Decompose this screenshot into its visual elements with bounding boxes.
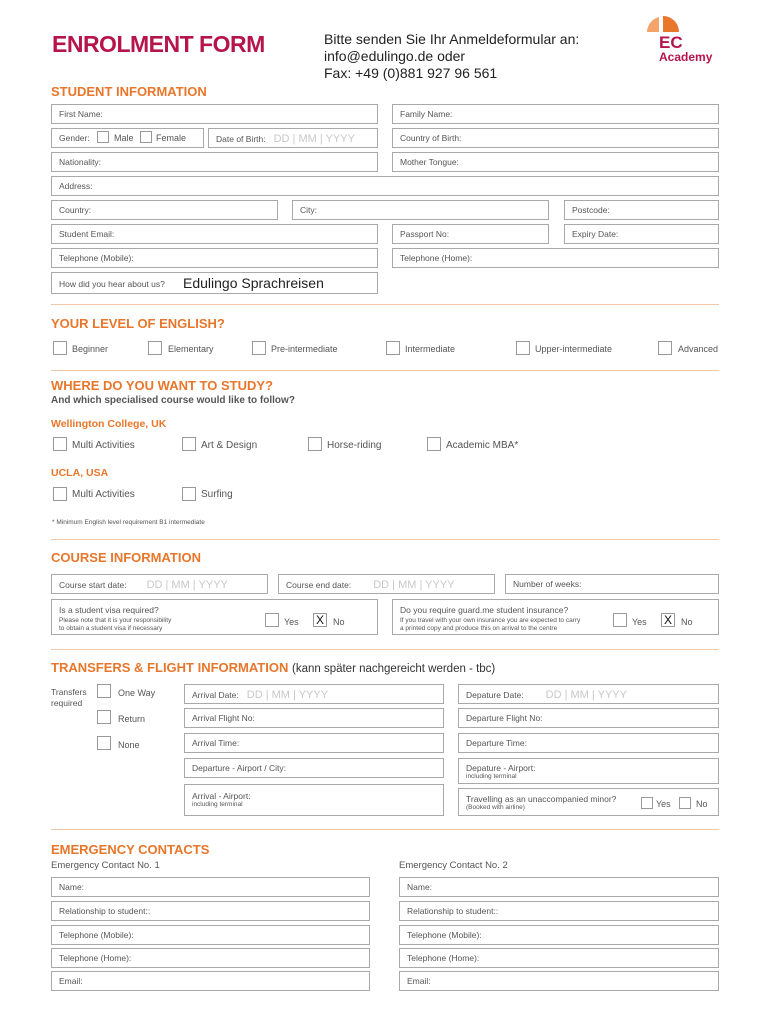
student-info-heading: STUDENT INFORMATION [51, 84, 207, 99]
elementary-checkbox[interactable] [148, 341, 162, 355]
one-way-label: One Way [118, 688, 156, 698]
english-level-heading: YOUR LEVEL OF ENGLISH? [51, 316, 225, 331]
course-end-field[interactable] [278, 574, 495, 594]
female-label: Female [156, 133, 187, 143]
visa-required-field [51, 599, 378, 635]
wellington-college-heading: Wellington College, UK [51, 418, 167, 430]
contact1-email-field[interactable] [51, 971, 370, 991]
contact2-name-field[interactable] [399, 877, 719, 897]
academic-mba-checkbox[interactable] [427, 437, 441, 451]
divider [51, 370, 719, 371]
visa-note-line1: Please note that it is your responsibility [59, 617, 172, 625]
unaccompanied-minor-note: (Booked with airline) [466, 804, 525, 812]
departure-date-placeholder: DD | MM | YYYY [545, 689, 627, 701]
arrival-terminal-note: including terminal [192, 801, 243, 809]
nationality-field[interactable] [51, 152, 378, 172]
student-email-field[interactable] [51, 224, 378, 244]
departure-airport-city-field[interactable] [184, 758, 444, 778]
insurance-question: Do you require guard.me student insurance? [400, 605, 569, 615]
surfing-label: Surfing [201, 489, 233, 500]
study-subheading: And which specialised course would like to follow? [51, 395, 295, 406]
unaccompanied-minor-question: Travelling as an unaccompanied minor? [466, 794, 617, 804]
departure-date-label: Depature Date: [466, 690, 524, 700]
arrival-date-field[interactable] [184, 684, 444, 704]
country-label: Country: [59, 205, 92, 215]
send-instruction: Bitte senden Sie Ihr Anmeldeformular an: [324, 31, 580, 47]
logo-academy-text: Academy [659, 50, 713, 64]
departure-date-field[interactable] [458, 684, 719, 704]
contact1-name-field[interactable] [51, 877, 370, 897]
arrival-date-placeholder: DD | MM | YYYY [246, 689, 329, 701]
telephone-mobile-field[interactable] [51, 248, 378, 268]
emergency-contacts-heading: EMERGENCY CONTACTS [51, 842, 210, 857]
transfers-required-label-2: required [51, 698, 83, 708]
study-location-heading: WHERE DO YOU WANT TO STUDY? [51, 378, 273, 393]
contact1-name-label: Name: [59, 882, 85, 892]
passport-label: Passport No: [400, 229, 450, 239]
telephone-mobile-label: Telephone (Mobile): [59, 253, 134, 263]
city-field[interactable] [292, 200, 549, 220]
contact2-mobile-label: Telephone (Mobile): [407, 930, 482, 940]
contact2-home-label: Telephone (Home): [407, 953, 480, 963]
ec-academy-logo [645, 14, 725, 70]
insurance-no-checkbox[interactable]: X [661, 613, 675, 627]
ucla-heading: UCLA, USA [51, 467, 109, 479]
contact1-mobile-label: Telephone (Mobile): [59, 930, 134, 940]
arrival-time-field[interactable] [184, 733, 444, 753]
course-end-label: Course end date: [286, 580, 352, 590]
art-design-label: Art & Design [201, 440, 258, 451]
none-label: None [118, 740, 140, 750]
transfers-required-label: Transfers [51, 687, 87, 697]
course-start-field[interactable] [51, 574, 268, 594]
postcode-field[interactable] [564, 200, 719, 220]
family-name-field[interactable] [392, 104, 719, 124]
contact2-name-label: Name: [407, 882, 433, 892]
divider [51, 539, 719, 540]
return-checkbox[interactable] [97, 710, 111, 724]
arrival-flight-field[interactable] [184, 708, 444, 728]
visa-yes-label: Yes [284, 617, 299, 627]
logo-ec-text: EC [659, 33, 683, 52]
fax-line: Fax: +49 (0)881 927 96 561 [324, 65, 498, 81]
mother-tongue-field[interactable] [392, 152, 719, 172]
course-start-placeholder: DD | MM | YYYY [146, 579, 228, 591]
departure-airport-label: Depature - Airport: [466, 763, 536, 773]
contact1-home-field[interactable] [51, 948, 370, 968]
course-end-placeholder: DD | MM | YYYY [373, 579, 455, 591]
surfing-checkbox[interactable] [182, 487, 196, 501]
contact2-email-field[interactable] [399, 971, 719, 991]
departure-airport-city-label: Departure - Airport / City: [192, 763, 287, 773]
departure-time-field[interactable] [458, 733, 719, 753]
form-title: ENROLMENT FORM [52, 31, 265, 57]
departure-terminal-note: including terminal [466, 773, 517, 781]
male-label: Male [114, 133, 134, 143]
contact1-email-label: Email: [59, 976, 83, 986]
course-start-label: Course start date: [59, 580, 127, 590]
transfers-heading-note: (kann später nachgereicht werden - tbc) [291, 663, 496, 675]
first-name-label: First Name: [59, 109, 103, 119]
wellington-multi-activities-label: Multi Activities [72, 440, 135, 451]
upper-intermediate-label: Upper-intermediate [535, 344, 613, 354]
departure-flight-field[interactable] [458, 708, 719, 728]
emergency-contact-1-heading: Emergency Contact No. 1 [51, 860, 160, 871]
elementary-label: Elementary [168, 344, 214, 354]
family-name-label: Family Name: [400, 109, 453, 119]
contact2-home-field[interactable] [399, 948, 719, 968]
country-of-birth-field[interactable] [392, 128, 719, 148]
beginner-checkbox[interactable] [53, 341, 67, 355]
number-of-weeks-field[interactable] [505, 574, 719, 594]
visa-yes-checkbox[interactable] [265, 613, 279, 627]
intermediate-label: Intermediate [405, 344, 456, 354]
return-label: Return [118, 714, 146, 724]
passport-field[interactable] [392, 224, 549, 244]
expiry-date-field[interactable] [564, 224, 719, 244]
divider [51, 304, 719, 305]
dob-field[interactable] [208, 128, 378, 148]
horse-riding-checkbox[interactable] [308, 437, 322, 451]
emergency-contact-2-heading: Emergency Contact No. 2 [399, 860, 508, 871]
insurance-note-line1: If you travel with your own insurance you are expected to carry [400, 617, 581, 625]
arrival-time-label: Arrival Time: [192, 738, 240, 748]
horse-riding-label: Horse-riding [327, 440, 382, 451]
hear-about-us-label: How did you hear about us? [59, 279, 165, 289]
contact1-relationship-label: Relationship to student:: [59, 906, 151, 916]
visa-question: Is a student visa required? [59, 605, 159, 615]
male-checkbox[interactable] [97, 131, 109, 143]
contact2-relationship-label: Relationship to student:: [407, 906, 499, 916]
postcode-label: Postcode: [572, 205, 610, 215]
insurance-yes-checkbox[interactable] [613, 613, 627, 627]
visa-note-line2: to obtain a student visa if necessary [59, 625, 163, 633]
minor-yes-label: Yes [656, 799, 671, 809]
art-design-checkbox[interactable] [182, 437, 196, 451]
none-checkbox[interactable] [97, 736, 111, 750]
contact1-relationship-field[interactable] [51, 901, 370, 921]
student-email-label: Student Email: [59, 229, 115, 239]
insurance-yes-label: Yes [632, 617, 647, 627]
country-field[interactable] [51, 200, 278, 220]
minor-yes-checkbox[interactable] [641, 797, 653, 809]
arrival-date-label: Arrival Date: [192, 690, 239, 700]
contact2-mobile-field[interactable] [399, 925, 719, 945]
departure-airport-field[interactable] [458, 758, 719, 784]
female-checkbox[interactable] [140, 131, 152, 143]
nationality-label: Nationality: [59, 157, 102, 167]
one-way-checkbox[interactable] [97, 684, 111, 698]
contact2-relationship-field[interactable] [399, 901, 719, 921]
english-requirement-footnote: * Minimum English level requirement B1 intermediate [52, 519, 205, 526]
advanced-checkbox[interactable] [658, 341, 672, 355]
transfers-heading [51, 660, 495, 675]
divider [51, 649, 719, 650]
departure-flight-label: Departure Flight No: [466, 713, 543, 723]
dob-label: Date of Birth: [216, 134, 266, 144]
gender-label: Gender: [59, 133, 90, 143]
minor-no-label: No [696, 799, 708, 809]
intermediate-checkbox[interactable] [386, 341, 400, 355]
address-label: Address: [59, 181, 93, 191]
pre-intermediate-label: Pre-intermediate [271, 344, 338, 354]
first-name-field[interactable] [51, 104, 378, 124]
address-field[interactable] [51, 176, 719, 196]
ucla-multi-activities-label: Multi Activities [72, 489, 135, 500]
country-of-birth-label: Country of Birth: [400, 133, 462, 143]
telephone-home-field[interactable] [392, 248, 719, 268]
arrival-flight-label: Arrival Flight No: [192, 713, 255, 723]
telephone-home-label: Telephone (Home): [400, 253, 473, 263]
contact1-home-label: Telephone (Home): [59, 953, 132, 963]
contact1-mobile-field[interactable] [51, 925, 370, 945]
beginner-label: Beginner [72, 344, 109, 354]
email-line: info@edulingo.de oder [324, 48, 466, 64]
dob-placeholder: DD | MM | YYYY [273, 133, 355, 145]
divider [51, 829, 719, 830]
advanced-label: Advanced [678, 344, 719, 354]
hear-about-us-value: Edulingo Sprachreisen [183, 275, 324, 291]
course-info-heading: COURSE INFORMATION [51, 550, 201, 565]
city-label: City: [300, 205, 317, 215]
transfers-heading-text: TRANSFERS & FLIGHT INFORMATION [51, 660, 289, 675]
visa-no-label: No [333, 617, 345, 627]
ucla-multi-activities-checkbox[interactable] [53, 487, 67, 501]
academic-mba-label: Academic MBA* [446, 440, 519, 451]
visa-no-checkbox[interactable]: X [313, 613, 327, 627]
contact2-email-label: Email: [407, 976, 431, 986]
minor-no-checkbox[interactable] [679, 797, 691, 809]
arrival-airport-field[interactable] [184, 784, 444, 816]
number-of-weeks-label: Number of weeks: [513, 579, 582, 589]
insurance-note-line2: a printed copy and produce this on arrival to the centre [400, 625, 558, 633]
upper-intermediate-checkbox[interactable] [516, 341, 530, 355]
expiry-date-label: Expiry Date: [572, 229, 619, 239]
arrival-airport-label: Arrival - Airport: [192, 791, 251, 801]
wellington-multi-activities-checkbox[interactable] [53, 437, 67, 451]
insurance-no-label: No [681, 617, 693, 627]
mother-tongue-label: Mother Tongue: [400, 157, 459, 167]
pre-intermediate-checkbox[interactable] [252, 341, 266, 355]
departure-time-label: Departure Time: [466, 738, 527, 748]
